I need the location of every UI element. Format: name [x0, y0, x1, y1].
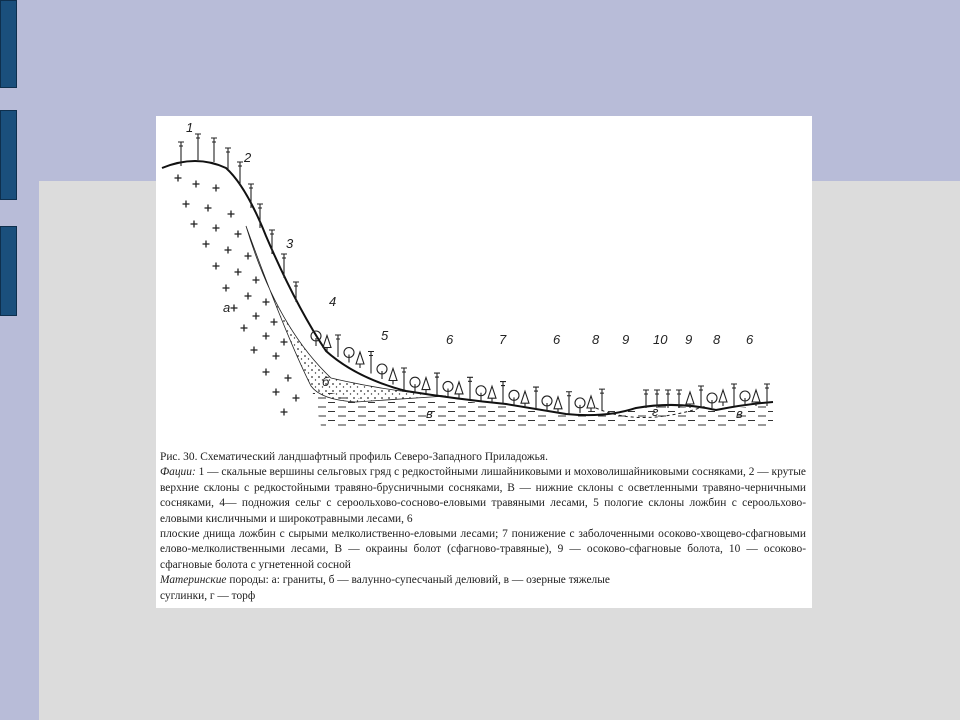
pine-tree — [467, 377, 473, 399]
spruce-tree — [389, 369, 397, 385]
deciduous-tree — [344, 348, 354, 363]
side-tab-1[interactable] — [0, 0, 17, 88]
facies-label-4: 4 — [329, 294, 337, 309]
facies-label-5: 5 — [381, 328, 389, 343]
pine-tree — [698, 386, 704, 408]
facies-label-8a: 8 — [592, 332, 600, 347]
deciduous-tree — [542, 396, 552, 411]
pine-tree — [599, 389, 605, 411]
pine-tree — [335, 335, 341, 357]
pine-tree — [731, 384, 737, 406]
parent-heading: Материнские — [160, 574, 227, 587]
pine-tree — [293, 282, 299, 302]
landscape-profile-diagram — [156, 116, 812, 446]
caption-parent-rocks — [160, 573, 806, 588]
pine-tree — [533, 387, 539, 409]
soil-label-a: а — [223, 300, 231, 315]
spruce-tree — [422, 378, 430, 394]
caption-facies — [160, 465, 806, 527]
spruce-tree — [455, 382, 463, 398]
figure-image — [156, 116, 812, 608]
deciduous-tree — [509, 390, 519, 405]
facies-label-9b: 9 — [685, 332, 693, 347]
figure-caption — [160, 450, 806, 604]
facies-label-2: 2 — [244, 150, 252, 165]
spruce-tree — [356, 352, 364, 368]
pine-tree — [211, 138, 217, 162]
facies-label-6c: 6 — [746, 332, 754, 347]
facies-label-3: 3 — [286, 236, 294, 251]
facies-label-1: 1 — [186, 120, 194, 135]
deciduous-tree — [410, 377, 420, 392]
spruce-tree — [554, 397, 562, 413]
facies-label-8b: 8 — [713, 332, 721, 347]
pine-tree — [225, 148, 231, 170]
facies-text: 1 — скальные вершины сельговых гряд с редкостойными лишайниковыми и моховолишайниковыми сосняками, 2 — крутые верхние склоны с редкостойными травяно-брусничными сосняками, В — нижние склоны с осветленными травяно-черничными сосняками, 4— подножия сельг с сероольхово-сосново-еловыми травяными лесами, 5 пологие склоны ложбин с сероольхово-еловыми кисличными и широкотравными лесами, 6 — [160, 466, 806, 525]
pine-tree — [500, 382, 506, 404]
pine-tree — [368, 352, 374, 374]
deciduous-tree — [377, 364, 387, 379]
deciduous-tree — [575, 398, 585, 413]
caption-last-line: суглинки, г — торф — [160, 589, 256, 602]
soil-label-v2: в — [736, 406, 743, 421]
facies-label-10: 10 — [653, 332, 668, 347]
pine-tree — [401, 368, 407, 390]
facies-label-6a: 6 — [446, 332, 454, 347]
facies-label-7: 7 — [499, 332, 507, 347]
soil-label-v1: в — [426, 406, 433, 421]
spruce-tree — [587, 396, 595, 412]
pine-tree — [195, 134, 201, 160]
caption-title: Рис. 30. Схематический ландшафтный профиль Северо-Западного Приладожья. — [160, 451, 548, 463]
spruce-tree — [488, 386, 496, 402]
pine-tree — [434, 373, 440, 395]
side-tab-3[interactable] — [0, 226, 17, 316]
deciduous-tree — [476, 386, 486, 401]
soil-label-b: б — [322, 374, 330, 389]
soil-label-g: г — [652, 404, 659, 419]
parent-text: породы: а: граниты, б — валунно-супесчаный делювий, в — озерные тяжелые — [229, 574, 610, 587]
facies-label-9a: 9 — [622, 332, 630, 347]
caption-line7: плоские днища ложбин с сырыми мелколиственно-еловыми лесами; 7 понижение с заболоченными осоково-хвощево-сфагновыми елово-мелколиственными лесами, В — окраины болот (сфагново-травяные), 9 — осоково-сфагновые болота, 10 — осоково-сфагновые болота с угнетенной сосной — [160, 528, 806, 571]
side-tab-2[interactable] — [0, 110, 17, 200]
pine-tree — [248, 184, 254, 208]
deciduous-tree — [707, 393, 717, 408]
pine-tree — [566, 392, 572, 414]
deciduous-tree — [443, 381, 453, 396]
spruce-tree — [521, 391, 529, 407]
facies-heading: Фации: — [160, 466, 196, 479]
pine-tree — [269, 230, 275, 254]
facies-label-6b: 6 — [553, 332, 561, 347]
spruce-tree — [719, 390, 727, 406]
deciduous-tree — [311, 331, 321, 346]
pine-tree — [281, 254, 287, 278]
